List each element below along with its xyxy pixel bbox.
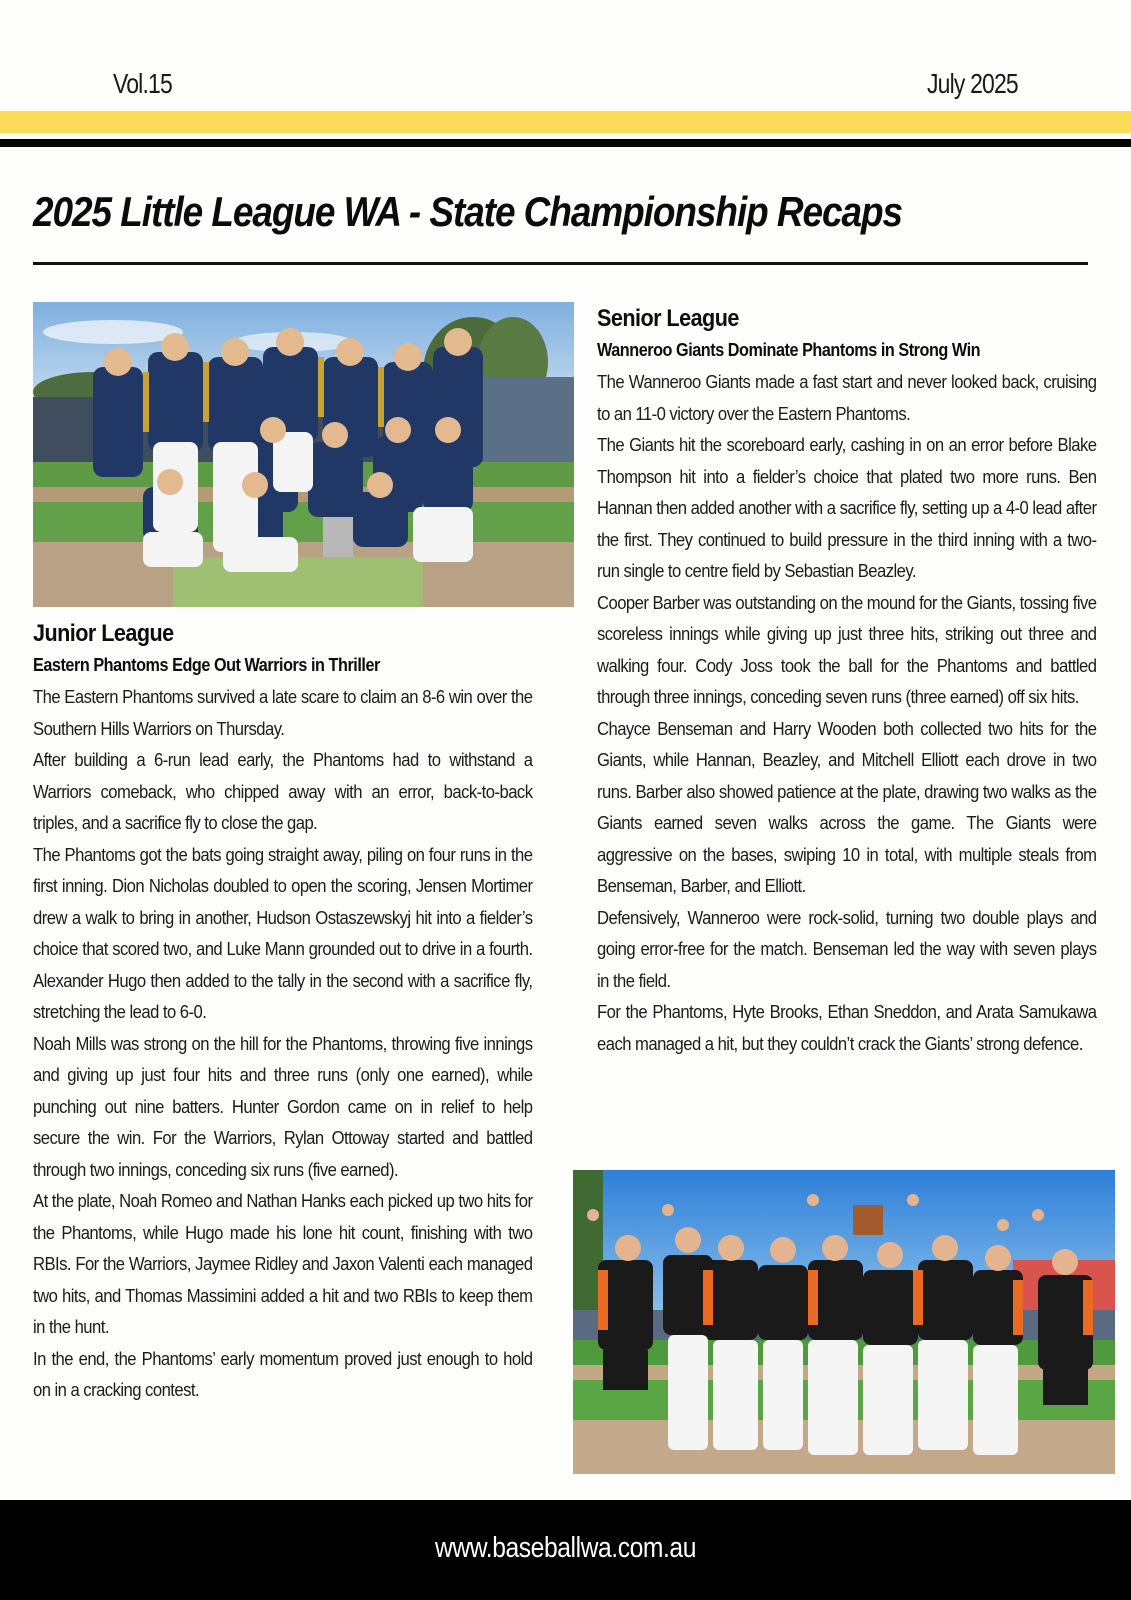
article-paragraph: The Eastern Phantoms survived a late scare to claim an 8-6 win over the Southern Hills Warriors on Thursday. (33, 686, 533, 739)
article-paragraph: For the Phantoms, Hyte Brooks, Ethan Sneddon, and Arata Samukawa each managed a hit, but they couldn’t crack the Giants’ strong defence. (597, 1001, 1097, 1054)
article-paragraph: Noah Mills was strong on the hill for the Phantoms, throwing five innings and giving up just four hits and three runs (only one earned), while punching out nine batters. Hunter Gordon came on in relief to help secure the win. For the Warriors, Rylan Ottoway started and battled through two innings, conceding six runs (five earned). (33, 1032, 533, 1180)
article-paragraph: Chayce Benseman and Harry Wooden both collected two hits for the Giants, while Hannan, Beazley, and Mitchell Elliott each drove in two runs. Barber also showed patience at the plate, drawing two walks as the Giants earned seven walks across the game. The Giants were aggressive on the bases, swiping 10 in total, with multiple steals from Benseman, Barber, and Elliott. (597, 717, 1097, 896)
senior-league-headline: Wanneroo Giants Dominate Phantoms in Strong Win (597, 340, 981, 360)
title-rule (33, 262, 1088, 265)
page-title: 2025 Little League WA - State Championship Recaps (33, 188, 903, 235)
black-band-divider (0, 139, 1131, 147)
article-paragraph: In the end, the Phantoms’ early momentum proved just enough to hold on in a cracking contest. (33, 1347, 533, 1400)
team-photo-giants-icon (573, 1170, 1115, 1474)
junior-article-body (33, 681, 533, 1406)
article-paragraph: After building a 6-run lead early, the Phantoms had to withstand a Warriors comeback, who chipped away with an error, back-to-back triples, and a sacrifice fly to close the gap. (33, 749, 533, 833)
volume-number: Vol.15 (113, 68, 172, 99)
junior-team-photo (33, 302, 574, 607)
team-photo-phantoms-icon (33, 302, 574, 607)
senior-article-body (597, 366, 1097, 1059)
yellow-band-divider (0, 111, 1131, 133)
article-paragraph: Defensively, Wanneroo were rock-solid, turning two double plays and going error-free for the match. Benseman led the way with seven plays in the field. (597, 906, 1097, 991)
article-paragraph: The Wanneroo Giants made a fast start and never looked back, cruising to an 11-0 victory over the Eastern Phantoms. (597, 371, 1097, 424)
senior-league-heading: Senior League (597, 305, 739, 332)
senior-team-photo (573, 1170, 1115, 1474)
footer-bar (0, 1500, 1131, 1600)
website-link[interactable]: www.baseballwa.com.au (434, 1532, 696, 1564)
article-paragraph: At the plate, Noah Romeo and Nathan Hanks each picked up two hits for the Phantoms, while Hugo made his lone hit count, finishing with two RBIs. For the Warriors, Jaymee Ridley and Jaxon Valenti each managed two hits, and Thomas Massimini added a hit and two RBIs to keep them in the hunt. (33, 1190, 533, 1337)
article-paragraph: Cooper Barber was outstanding on the mound for the Giants, tossing five scoreless innings while giving up just three hits, striking out three and walking four. Cody Joss took the ball for the Phantoms and battled through three innings, conceding seven runs (three earned) off six hits. (597, 591, 1097, 707)
issue-date: July 2025 (927, 68, 1018, 99)
junior-league-article (33, 618, 533, 1406)
article-paragraph: The Giants hit the scoreboard early, cashing in on an error before Blake Thompson hit into a fielder’s choice that plated two more runs. Ben Hannan then added another with a sacrifice fly, setting up a 4-0 lead after the first. They continued to build pressure in the third inning with a two-run single to centre field by Sebastian Beazley. (597, 434, 1097, 581)
junior-league-headline: Eastern Phantoms Edge Out Warriors in Thriller (33, 655, 380, 675)
article-paragraph: The Phantoms got the bats going straight away, piling on four runs in the first inning. Dion Nicholas doubled to open the scoring, Jensen Mortimer drew a walk to bring in another, Hudson Ostaszewskyj hit into a fielder’s choice that scored two, and Luke Mann grounded out to drive in a fourth. Alexander Hugo then added to the tally in the second with a sacrifice fly, stretching the lead to 6-0. (33, 843, 533, 1022)
junior-league-heading: Junior League (33, 620, 174, 647)
senior-league-article (597, 303, 1097, 1059)
